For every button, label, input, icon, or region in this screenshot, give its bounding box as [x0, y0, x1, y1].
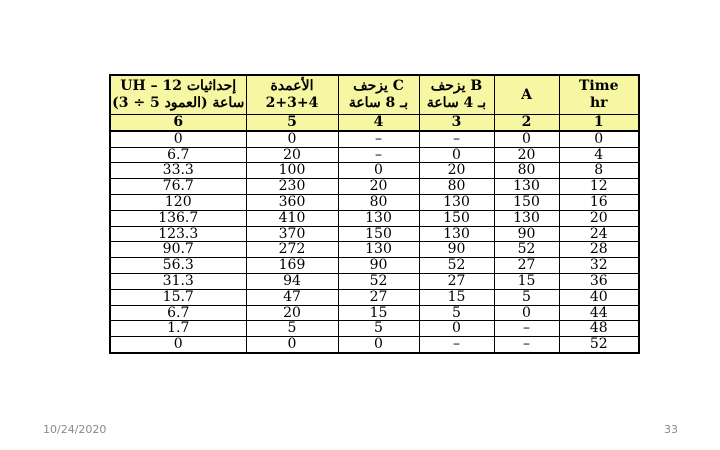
table-row — [110, 337, 639, 353]
table-cell: 15.7 — [110, 289, 246, 305]
table-row — [110, 210, 639, 226]
table-row — [110, 131, 639, 147]
table-cell: 130 — [419, 194, 494, 210]
table-cell: 0 — [494, 131, 559, 147]
table-row — [110, 289, 639, 305]
table-cell: 0 — [246, 131, 338, 147]
header-label: C يزحف — [353, 78, 404, 94]
table-cell: 5 — [494, 289, 559, 305]
table-cell: 27 — [494, 258, 559, 274]
table-row — [110, 179, 639, 195]
table-cell: 33.3 — [110, 163, 246, 179]
table-cell: 130 — [419, 226, 494, 242]
table-cell: 6.7 — [110, 147, 246, 163]
header-cell-col1 — [559, 75, 639, 115]
table-cell: 40 — [559, 289, 639, 305]
table-cell: 12 — [559, 179, 639, 195]
footer-date: 10/24/2020 — [43, 423, 107, 436]
table-cell: 0 — [110, 131, 246, 147]
table-cell: 123.3 — [110, 226, 246, 242]
table-cell: 56.3 — [110, 258, 246, 274]
header-cell-col5 — [246, 75, 338, 115]
header-sublabel: ساعة (العمود 5 ÷ 3) — [112, 95, 245, 111]
table-cell: – — [419, 131, 494, 147]
table-cell: 120 — [110, 194, 246, 210]
header-sublabel: بـ 4 ساعة — [426, 95, 487, 111]
table-cell: 150 — [494, 194, 559, 210]
slide-number: 33 — [664, 423, 678, 436]
table-cell: 0 — [419, 147, 494, 163]
table-cell: 80 — [419, 179, 494, 195]
table-cell: 28 — [559, 242, 639, 258]
column-number: 3 — [419, 115, 494, 131]
table-cell: 0 — [494, 305, 559, 321]
column-number: 4 — [338, 115, 419, 131]
table-cell: 150 — [419, 210, 494, 226]
column-number: 2 — [494, 115, 559, 131]
unit-hydrograph-table — [109, 74, 640, 354]
header-row — [110, 75, 639, 115]
table-cell: – — [494, 337, 559, 353]
header-cell-col3 — [419, 75, 494, 115]
table-cell: 136.7 — [110, 210, 246, 226]
table-cell: 0 — [246, 337, 338, 353]
table-cell: 100 — [246, 163, 338, 179]
table-cell: 94 — [246, 273, 338, 289]
table-cell: 1.7 — [110, 321, 246, 337]
table-cell: 36 — [559, 273, 639, 289]
header-label: B يزحف — [430, 78, 483, 94]
table-cell: 90.7 — [110, 242, 246, 258]
table-row — [110, 147, 639, 163]
header-sublabel: 2+3+4 — [265, 95, 319, 111]
table-cell: – — [419, 337, 494, 353]
table-cell: 20 — [338, 179, 419, 195]
table-cell: 272 — [246, 242, 338, 258]
table-cell: 48 — [559, 321, 639, 337]
header-label: إحداثيات UH – 12 — [120, 78, 237, 94]
table-cell: 80 — [338, 194, 419, 210]
table-cell: – — [494, 321, 559, 337]
table-row — [110, 194, 639, 210]
table-cell: 27 — [419, 273, 494, 289]
table-cell: – — [338, 147, 419, 163]
table-cell: 130 — [494, 210, 559, 226]
table-cell: 52 — [338, 273, 419, 289]
table-row — [110, 321, 639, 337]
table-cell: 80 — [494, 163, 559, 179]
table-cell: 20 — [419, 163, 494, 179]
table-cell: 130 — [338, 242, 419, 258]
table-cell: 15 — [494, 273, 559, 289]
table-cell: 90 — [419, 242, 494, 258]
table-cell: 52 — [494, 242, 559, 258]
table-cell: 130 — [338, 210, 419, 226]
table-cell: 47 — [246, 289, 338, 305]
table-cell: 52 — [559, 337, 639, 353]
column-number: 6 — [110, 115, 246, 131]
column-number: 5 — [246, 115, 338, 131]
header-cell-col2 — [494, 75, 559, 115]
table-cell: 6.7 — [110, 305, 246, 321]
table-row — [110, 258, 639, 274]
table-cell: 20 — [494, 147, 559, 163]
table-cell: 0 — [419, 321, 494, 337]
header-sublabel: بـ 8 ساعة — [348, 95, 409, 111]
table-cell: 52 — [419, 258, 494, 274]
table-cell: 20 — [246, 147, 338, 163]
table-cell: 20 — [559, 210, 639, 226]
table-cell: 15 — [338, 305, 419, 321]
header-label: A — [521, 86, 532, 103]
table-cell: 8 — [559, 163, 639, 179]
table-cell: 370 — [246, 226, 338, 242]
table-row — [110, 273, 639, 289]
table-cell: 20 — [246, 305, 338, 321]
table-cell: 0 — [338, 163, 419, 179]
table-cell: – — [338, 131, 419, 147]
table-cell: 90 — [338, 258, 419, 274]
table-cell: 410 — [246, 210, 338, 226]
table-cell: 76.7 — [110, 179, 246, 195]
table-cell: 27 — [338, 289, 419, 305]
header-label: Time — [579, 78, 619, 94]
header-cell-col6 — [110, 75, 246, 115]
table-cell: 360 — [246, 194, 338, 210]
table-cell: 4 — [559, 147, 639, 163]
table-cell: 44 — [559, 305, 639, 321]
table-row — [110, 305, 639, 321]
table-cell: 31.3 — [110, 273, 246, 289]
table-cell: 169 — [246, 258, 338, 274]
table-cell: 0 — [110, 337, 246, 353]
column-number: 1 — [559, 115, 639, 131]
table-cell: 0 — [338, 337, 419, 353]
table-cell: 5 — [246, 321, 338, 337]
table-row — [110, 226, 639, 242]
header-cell-col4 — [338, 75, 419, 115]
table-cell: 24 — [559, 226, 639, 242]
table-cell: 5 — [338, 321, 419, 337]
header-label: الأعمدة — [270, 78, 314, 94]
table-cell: 5 — [419, 305, 494, 321]
table-row — [110, 242, 639, 258]
table-cell: 16 — [559, 194, 639, 210]
header-sublabel: hr — [589, 95, 608, 111]
table-cell: 150 — [338, 226, 419, 242]
table-cell: 0 — [559, 131, 639, 147]
table-cell: 90 — [494, 226, 559, 242]
column-number-row — [110, 115, 639, 131]
table-cell: 130 — [494, 179, 559, 195]
table-cell: 15 — [419, 289, 494, 305]
table-row — [110, 163, 639, 179]
table-cell: 32 — [559, 258, 639, 274]
table-cell: 230 — [246, 179, 338, 195]
